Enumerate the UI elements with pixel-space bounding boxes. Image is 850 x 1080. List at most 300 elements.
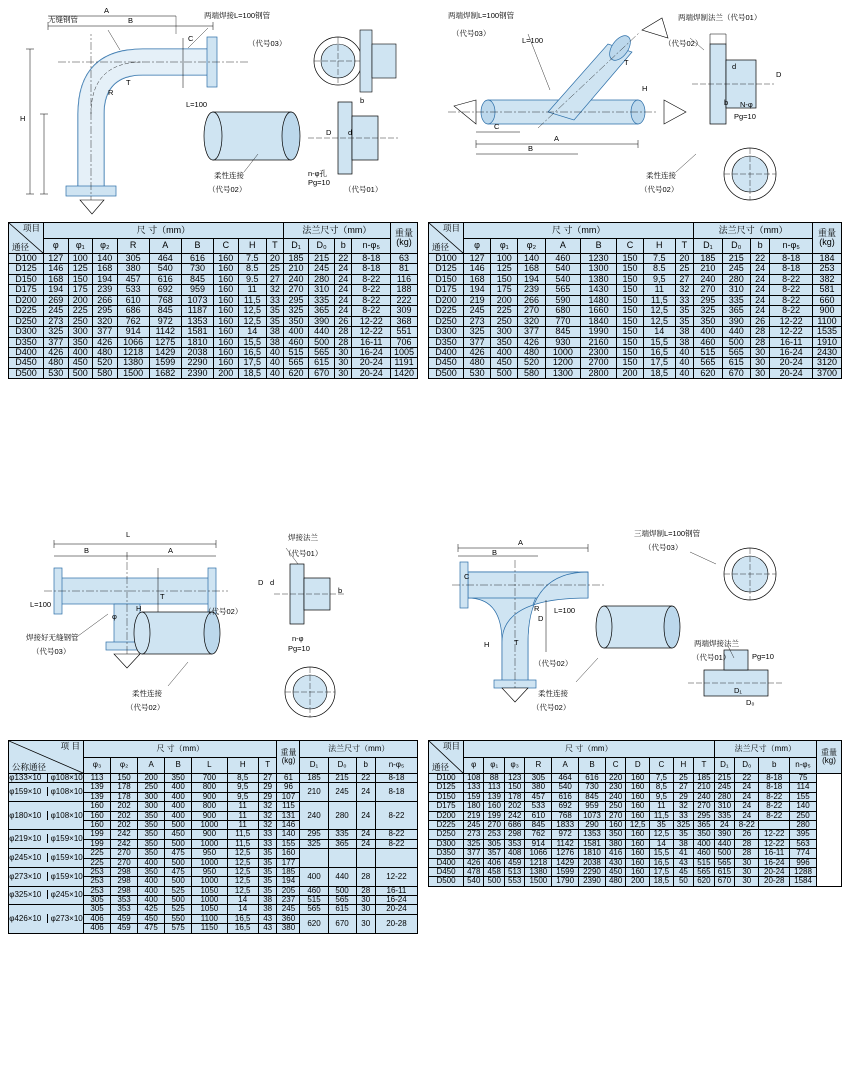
cell: 16,5 (227, 914, 258, 923)
cell: 150 (68, 274, 93, 284)
cell-dn: D225 (9, 306, 44, 316)
cell: 959 (579, 802, 606, 811)
cell: 160 (214, 274, 239, 284)
cell-weight: 140 (790, 802, 817, 811)
cell: 160 (214, 254, 239, 264)
cell: 8-22 (770, 306, 813, 316)
th-col-10: n-φ₅ (375, 757, 417, 774)
cell-flange: 365 (328, 839, 356, 848)
cell-weight: 222 (391, 295, 418, 305)
cell: 353 (111, 905, 138, 914)
cell-weight: 155 (790, 792, 817, 801)
cell: 150 (616, 285, 643, 295)
cell: 30 (735, 867, 759, 876)
cell-dn-group (9, 802, 84, 830)
cell: 335 (309, 295, 335, 305)
cell: 616 (552, 792, 579, 801)
cell: 159 (464, 792, 484, 801)
th-col-14: n-φ₅ (790, 757, 817, 774)
cell: 300 (138, 802, 165, 811)
cell: 458 (484, 867, 504, 876)
cell: 200 (491, 295, 518, 305)
cell-weight: 146 (277, 820, 300, 829)
cell: 199 (84, 830, 111, 839)
th-col-4: A (149, 238, 181, 254)
cell: 150 (616, 254, 643, 264)
cell: 730 (181, 264, 213, 274)
cell: 365 (309, 306, 335, 316)
th-weight-group (277, 741, 300, 774)
table-row (9, 285, 418, 295)
cell: 426 (464, 858, 484, 867)
cell: 150 (616, 327, 643, 337)
cell: 9,5 (227, 792, 258, 801)
cell: 1660 (581, 306, 617, 316)
cell: 215 (714, 774, 734, 783)
cell: 298 (111, 877, 138, 886)
cell: 380 (605, 839, 625, 848)
cell-weight: 3120 (813, 358, 842, 368)
cell: 1000 (545, 347, 581, 357)
cell: 160 (214, 264, 239, 274)
dwg1-label-code02: （代号02） (208, 185, 247, 194)
cell: 530 (464, 368, 491, 378)
cell: 24 (750, 295, 769, 305)
cell: 400 (694, 839, 714, 848)
cell: 475 (165, 849, 192, 858)
cell: 150 (616, 316, 643, 326)
cell: 350 (694, 830, 714, 839)
cell-flange: 620 (300, 914, 328, 933)
drawing-lateral-tee (428, 4, 842, 216)
dwg2-label-code02: （代号02） (664, 39, 703, 48)
cell: 565 (283, 358, 309, 368)
th-weight-group (391, 223, 418, 254)
cell: 273 (464, 316, 491, 326)
cell: 160 (626, 858, 650, 867)
cell: 20-24 (352, 368, 391, 378)
cell: 24 (735, 783, 759, 792)
cell: 270 (518, 306, 545, 316)
cell-dn: D175 (429, 802, 464, 811)
table-row (429, 802, 842, 811)
cell: 298 (111, 867, 138, 876)
cell: 12-22 (770, 316, 813, 326)
cell: 357 (484, 849, 504, 858)
th-col-0: φ (44, 238, 69, 254)
cell: 478 (464, 867, 484, 876)
cell: 11,5 (238, 295, 266, 305)
table3-body (9, 774, 418, 934)
cell: 150 (504, 783, 524, 792)
th-item-dn (429, 223, 464, 254)
cell: 11 (227, 811, 258, 820)
cell: 500 (491, 368, 518, 378)
dwg1-label-pg10: Pg=10 (308, 178, 330, 187)
cell-flange: 215 (328, 774, 356, 783)
th-col-3: R (525, 757, 552, 774)
cell: 160 (214, 337, 239, 347)
cell: 200 (616, 368, 643, 378)
th-col-2: φ₃ (504, 757, 524, 774)
cell-dn: D125 (9, 264, 44, 274)
table-row (9, 254, 418, 264)
cell: 253 (84, 886, 111, 895)
dwg1-label-holes: n-φ孔 (308, 169, 328, 178)
dn-main: φ325×10 (9, 890, 42, 900)
dwg4-label-pg10: Pg=10 (752, 652, 774, 661)
cell: 168 (44, 274, 69, 284)
cell-flange: 20-28 (375, 914, 417, 933)
cell: 269 (44, 295, 69, 305)
cell: 377 (464, 337, 491, 347)
cell: 8-18 (770, 264, 813, 274)
cell: 240 (694, 274, 722, 284)
cell: 610 (117, 295, 149, 305)
cell: 225 (491, 306, 518, 316)
cell: 325 (673, 820, 693, 829)
cell: 16-11 (759, 849, 790, 858)
cell: 150 (616, 337, 643, 347)
cell: 28 (750, 327, 769, 337)
dwg1-label-code01: （代号01） (344, 185, 383, 194)
cell: 914 (525, 839, 552, 848)
th-col-4: B (581, 238, 617, 254)
dn-main: φ180×10 (9, 810, 42, 820)
th-col-8: C (650, 757, 674, 774)
th-weight-l2: (kg) (822, 756, 836, 765)
cell: 768 (552, 811, 579, 820)
cell: 1810 (579, 849, 606, 858)
dwg3-dim-b: B (84, 546, 90, 555)
dwg1-dim-dbig: D (326, 128, 332, 137)
cell-flange: 325 (300, 839, 328, 848)
cell: 459 (111, 914, 138, 923)
cell: 2300 (581, 347, 617, 357)
cell: 365 (694, 820, 714, 829)
cell: 298 (504, 830, 524, 839)
cell: 219 (464, 811, 484, 820)
cell: 533 (525, 802, 552, 811)
cell-dn: D125 (429, 264, 464, 274)
dwg1-dim-dsmall: d (348, 128, 353, 137)
dn-sub: φ159×10 (47, 853, 83, 862)
cell-dn: D100 (429, 774, 464, 783)
cell: 513 (504, 867, 524, 876)
cell-dn: D250 (429, 316, 464, 326)
cell: 150 (491, 274, 518, 284)
drawing-tee-flanged (8, 522, 416, 734)
cell: 17,5 (644, 358, 675, 368)
cell: 500 (165, 896, 192, 905)
cell: 25 (266, 264, 283, 274)
cell: 20-24 (770, 358, 813, 368)
cell-weight: 114 (790, 783, 817, 792)
cell: 185 (283, 254, 309, 264)
cell: 400 (138, 896, 165, 905)
cell: 12,5 (227, 867, 258, 876)
cell: 35 (675, 306, 694, 316)
cell: 565 (309, 347, 335, 357)
cell-dn: D175 (9, 285, 44, 295)
cell: 38 (675, 337, 694, 347)
cell-dn: D200 (429, 295, 464, 305)
cell-flange: 400 (300, 867, 328, 886)
dwg4-label-flex: 柔性连接 (538, 689, 568, 698)
cell: 400 (165, 792, 192, 801)
cell: 8.5 (644, 264, 675, 274)
cell: 520 (93, 358, 118, 368)
cell: 1000 (192, 820, 227, 829)
cell-flange: 24 (356, 839, 375, 848)
cell: 1066 (117, 337, 149, 347)
cell-dn: D150 (9, 274, 44, 284)
th-size-group: 尺 寸（mm） (464, 223, 694, 239)
cell: 160 (626, 774, 650, 783)
cell: 7.5 (238, 254, 266, 264)
table-row (429, 274, 842, 284)
dwg3-dim-dbig: D (258, 578, 264, 587)
cell: 9,5 (227, 783, 258, 792)
cell: 266 (518, 295, 545, 305)
dwg3-label-pg10: Pg=10 (288, 644, 310, 653)
cell: 160 (626, 839, 650, 848)
cell-flange: 28 (356, 886, 375, 895)
dwg2-label-nphi: N-φ (740, 100, 753, 109)
cell: 1218 (117, 347, 149, 357)
cell: 1353 (181, 316, 213, 326)
cell-flange: 460 (300, 886, 328, 895)
th-flange-group: 法兰尺寸（mm） (300, 741, 418, 758)
cell-flange: 8-22 (375, 802, 417, 830)
cell: 440 (309, 327, 335, 337)
cell: 480 (605, 877, 625, 886)
th-col-5: B (579, 757, 606, 774)
th-col-13: b (759, 757, 790, 774)
cell: 450 (491, 358, 518, 368)
cell-weight: 237 (277, 896, 300, 905)
cell: 160 (626, 849, 650, 858)
th-col-8: T (266, 238, 283, 254)
cell: 8-18 (759, 774, 790, 783)
cell: 8-22 (735, 820, 759, 829)
dwg1-dim-t: T (126, 78, 131, 87)
cell: 2038 (579, 858, 606, 867)
cell-weight: 61 (277, 774, 300, 783)
cell: 45 (673, 867, 693, 876)
dwg3-label-code01: （代号01） (284, 549, 323, 558)
cell: 900 (192, 811, 227, 820)
cell: 210 (283, 264, 309, 274)
cell-dn: D400 (9, 347, 44, 357)
cell: 8,5 (227, 774, 258, 783)
cell-weight: 1535 (813, 327, 842, 337)
dwg4-label-code02: （代号02） (534, 659, 573, 668)
cell: 670 (722, 368, 750, 378)
cell: 11 (227, 820, 258, 829)
dn-main: φ426×10 (9, 913, 42, 923)
th-item-dn (429, 741, 464, 774)
cell: 325 (694, 306, 722, 316)
dwg3-dim-l: L (126, 530, 131, 539)
cell: 180 (464, 802, 484, 811)
cell: 20-24 (770, 368, 813, 378)
cell: 12-22 (770, 327, 813, 337)
cell: 125 (491, 264, 518, 274)
cell: 400 (138, 858, 165, 867)
cell: 325 (44, 327, 69, 337)
cell-flange: 24 (356, 783, 375, 802)
cell: 35 (675, 316, 694, 326)
cell-flange: 12-22 (375, 867, 417, 886)
cell: 305 (84, 896, 111, 905)
cell: 7.5 (644, 254, 675, 264)
th-col-5: H (227, 757, 258, 774)
dwg2-dim-d: d (732, 62, 737, 71)
cell: 18,5 (238, 368, 266, 378)
cell: 16,5 (227, 924, 258, 933)
cell: 762 (117, 316, 149, 326)
cell: 24 (735, 811, 759, 820)
cell: 253 (84, 877, 111, 886)
cell: 2800 (581, 368, 617, 378)
cell: 20-28 (759, 877, 790, 886)
cell: 11 (650, 802, 674, 811)
cell: 14 (238, 327, 266, 337)
cell-flange: 185 (300, 774, 328, 783)
cell-weight: 774 (790, 849, 817, 858)
cell: 175 (491, 285, 518, 295)
cell: 270 (111, 858, 138, 867)
cell: 245 (464, 820, 484, 829)
th-item-label: 项目 (442, 223, 460, 233)
dwg3-label-code02: （代号02） (204, 607, 243, 616)
th-item-dn (9, 741, 84, 774)
th-col-7: T (675, 238, 694, 254)
cell-weight: 131 (277, 811, 300, 820)
cell: 1599 (552, 867, 579, 876)
dwg3-dim-dsmall: d (270, 578, 275, 587)
table-2-container (428, 222, 842, 379)
cell: 1500 (525, 877, 552, 886)
dwg2-dim-b: B (528, 144, 534, 153)
cell: 194 (464, 285, 491, 295)
dn-sub: φ159×10 (47, 872, 83, 881)
cell: 25 (675, 264, 694, 274)
cell: 35 (258, 877, 277, 886)
cell: 1500 (117, 368, 149, 378)
th-col-1: φ₂ (111, 757, 138, 774)
th-dn-label: 通径 (432, 242, 450, 253)
cell: 38 (258, 905, 277, 914)
cell: 365 (722, 306, 750, 316)
table-row (429, 830, 842, 839)
cell: 24 (334, 274, 352, 284)
cell: 8-22 (759, 792, 790, 801)
dn-sub: φ159×10 (47, 834, 83, 843)
cell: 377 (518, 327, 545, 337)
cell-weight: 395 (790, 830, 817, 839)
cell: 30 (735, 877, 759, 886)
cell: 500 (722, 337, 750, 347)
cell: 273 (44, 316, 69, 326)
cell: 540 (545, 264, 581, 274)
cell: 178 (111, 792, 138, 801)
cell: 390 (309, 316, 335, 326)
cell-flange: 24 (356, 830, 375, 839)
cell: 150 (616, 295, 643, 305)
cell-dn: D500 (429, 368, 464, 378)
cell: 480 (44, 358, 69, 368)
table-row (9, 368, 418, 378)
cell: 273 (464, 830, 484, 839)
cell: 160 (626, 811, 650, 820)
cell: 350 (68, 337, 93, 347)
table-1-container (8, 222, 418, 379)
table-4-container (428, 740, 842, 887)
cell: 295 (694, 295, 722, 305)
table-row (429, 316, 842, 326)
cell: 305 (84, 905, 111, 914)
cell: 160 (84, 802, 111, 811)
cell: 457 (525, 792, 552, 801)
cell: 150 (111, 774, 138, 783)
cell-weight: 1910 (813, 337, 842, 347)
cell: 14 (650, 839, 674, 848)
table-row (9, 316, 418, 326)
table-row (429, 306, 842, 316)
dwg4-dim-l100: L=100 (554, 606, 576, 615)
th-col-7: D (626, 757, 650, 774)
cell: 30 (750, 368, 769, 378)
cell: 30 (334, 358, 352, 368)
dwg2-dim-b2: b (724, 98, 729, 107)
cell: 35 (258, 858, 277, 867)
cell: 295 (694, 811, 714, 820)
dn-sub: φ108×10 (47, 773, 83, 782)
cell: 35 (258, 849, 277, 858)
cell: 730 (579, 783, 606, 792)
cell-flange: 515 (300, 896, 328, 905)
cell: 460 (694, 337, 722, 347)
cell: 245 (44, 306, 69, 316)
dwg1-label-weld-pipe: 两端焊接L=100钢管 (204, 11, 271, 20)
cell: 1790 (552, 877, 579, 886)
cell: 32 (266, 285, 283, 295)
cell: 380 (525, 783, 552, 792)
cell: 210 (694, 264, 722, 274)
cell: 239 (93, 285, 118, 295)
cell-weight: 2430 (813, 347, 842, 357)
table-row (9, 264, 418, 274)
cell: 270 (111, 849, 138, 858)
th-col-4: L (192, 757, 227, 774)
dwg2-label-code02b: （代号02） (640, 185, 679, 194)
cell: 550 (165, 914, 192, 923)
cell: 38 (266, 327, 283, 337)
cell: 350 (138, 811, 165, 820)
cell: 8-18 (759, 783, 790, 792)
dwg2-label-flex: 柔性连接 (646, 171, 676, 180)
cell: 245 (309, 264, 335, 274)
cell: 17,5 (650, 867, 674, 876)
cell-flange (328, 849, 356, 868)
cell: 1430 (581, 285, 617, 295)
cell: 16,5 (238, 347, 266, 357)
cell: 245 (714, 783, 734, 792)
cell: 914 (117, 327, 149, 337)
cell: 8-22 (759, 811, 790, 820)
